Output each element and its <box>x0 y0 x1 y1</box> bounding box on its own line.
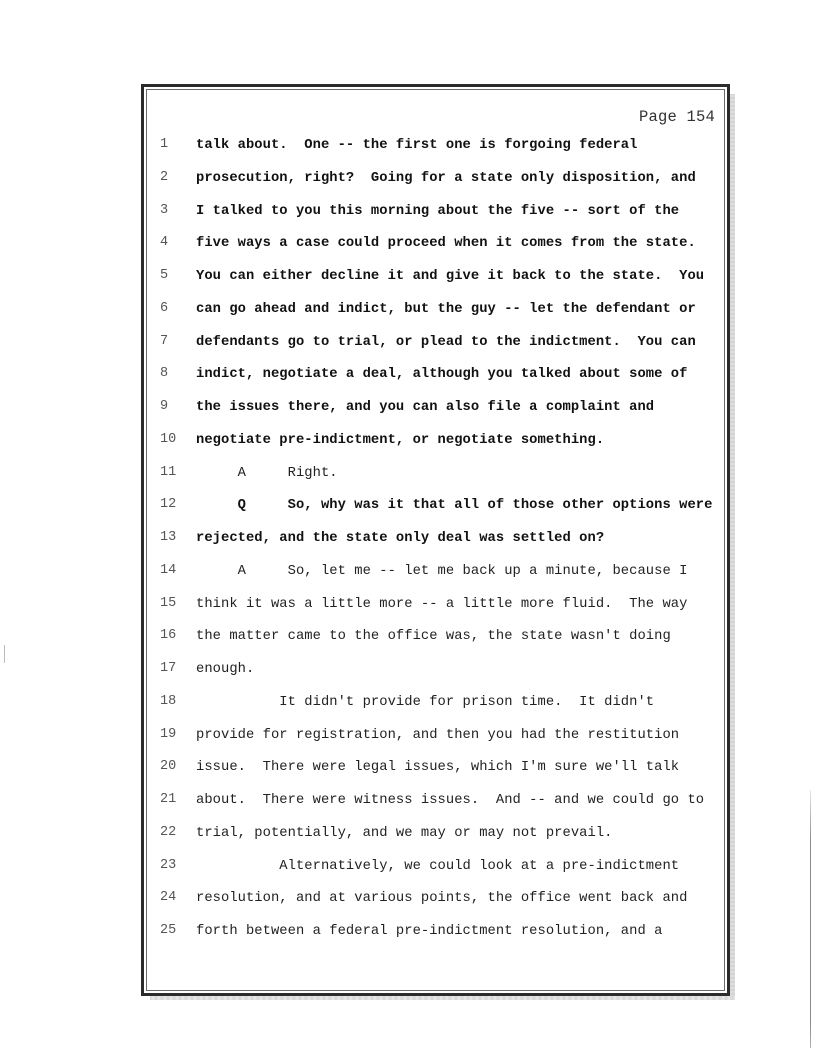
scan-edge-mark-right <box>810 790 811 1048</box>
transcript-line <box>0 661 816 694</box>
line-text: A So, let me -- let me back up a minute, because I <box>196 563 688 579</box>
transcript-line <box>0 432 816 465</box>
line-text: think it was a little more -- a little more fluid. The way <box>196 596 688 612</box>
line-text: talk about. One -- the first one is forgoing federal <box>196 138 638 153</box>
line-text: forth between a federal pre-indictment resolution, and a <box>196 924 663 939</box>
line-number: 14 <box>160 562 177 578</box>
transcript-line <box>0 694 816 727</box>
line-text: Q So, why was it that all of those other options were <box>196 498 713 514</box>
transcript-line <box>0 235 816 268</box>
line-text: negotiate pre-indictment, or negotiate something. <box>196 432 605 448</box>
line-text: the matter came to the office was, the state wasn't doing <box>196 629 671 645</box>
transcript-line <box>0 465 816 498</box>
line-number: 25 <box>160 923 177 938</box>
transcript-line <box>0 497 816 530</box>
line-number: 3 <box>160 202 169 218</box>
line-number: 13 <box>160 530 177 545</box>
line-text: Alternatively, we could look at a pre-indictment <box>196 858 680 874</box>
line-text: about. There were witness issues. And -- and we could go to <box>196 793 705 808</box>
transcript-line <box>0 727 816 760</box>
transcript-line <box>0 596 816 629</box>
frame-shadow-bottom <box>150 996 735 1000</box>
line-text: defendants go to trial, or plead to the indictment. You can <box>196 334 696 350</box>
line-text: resolution, and at various points, the office went back and <box>196 891 688 907</box>
line-number: 23 <box>160 857 177 873</box>
line-text: A Right. <box>196 465 338 481</box>
transcript-line <box>0 268 816 301</box>
line-number: 12 <box>160 497 177 513</box>
line-number: 22 <box>160 824 177 840</box>
line-number: 10 <box>160 431 177 447</box>
line-number: 11 <box>160 464 177 480</box>
transcript-line <box>0 759 816 792</box>
line-number: 9 <box>160 399 169 414</box>
line-text: rejected, and the state only deal was settled on? <box>196 531 605 546</box>
line-number: 16 <box>160 628 177 644</box>
line-text: five ways a case could proceed when it comes from the state. <box>196 236 696 252</box>
transcript-line <box>0 890 816 923</box>
line-number: 17 <box>160 661 177 676</box>
line-text: indict, negotiate a deal, although you talked about some of <box>196 367 688 383</box>
transcript-line <box>0 530 816 563</box>
transcript-line <box>0 203 816 236</box>
line-text: trial, potentially, and we may or may not prevail. <box>196 825 613 841</box>
transcript-line <box>0 170 816 203</box>
line-number: 2 <box>160 169 169 185</box>
transcript-line <box>0 858 816 891</box>
line-text: can go ahead and indict, but the guy -- let the defendant or <box>196 301 696 317</box>
transcript-line <box>0 825 816 858</box>
transcript-line <box>0 366 816 399</box>
line-number: 1 <box>160 137 169 152</box>
transcript-line <box>0 628 816 661</box>
line-number: 5 <box>160 268 169 283</box>
page-number: Page 154 <box>638 108 715 126</box>
transcript-line <box>0 137 816 170</box>
line-text: It didn't provide for prison time. It didn't <box>196 694 655 710</box>
line-text: enough. <box>196 662 255 677</box>
line-text: You can either decline it and give it back to the state. You <box>196 269 705 284</box>
line-number: 15 <box>160 595 177 611</box>
transcript-line <box>0 399 816 432</box>
line-number: 19 <box>160 726 177 742</box>
line-number: 4 <box>160 235 169 251</box>
line-text: issue. There were legal issues, which I'm sure we'll talk <box>196 760 680 776</box>
line-number: 20 <box>160 759 177 775</box>
line-number: 24 <box>160 890 177 906</box>
line-text: I talked to you this morning about the five -- sort of the <box>196 203 680 219</box>
line-number: 7 <box>160 333 169 349</box>
line-number: 8 <box>160 366 169 382</box>
line-number: 21 <box>160 792 177 807</box>
transcript-line <box>0 923 816 956</box>
line-number: 18 <box>160 693 177 709</box>
transcript-line <box>0 563 816 596</box>
transcript-line <box>0 301 816 334</box>
transcript-line <box>0 334 816 367</box>
transcript-line <box>0 792 816 825</box>
line-text: prosecution, right? Going for a state only disposition, and <box>196 170 696 186</box>
scan-edge-mark-left <box>4 645 5 663</box>
line-text: the issues there, and you can also file a complaint and <box>196 400 655 415</box>
line-number: 6 <box>160 300 169 316</box>
line-text: provide for registration, and then you had the restitution <box>196 727 680 743</box>
